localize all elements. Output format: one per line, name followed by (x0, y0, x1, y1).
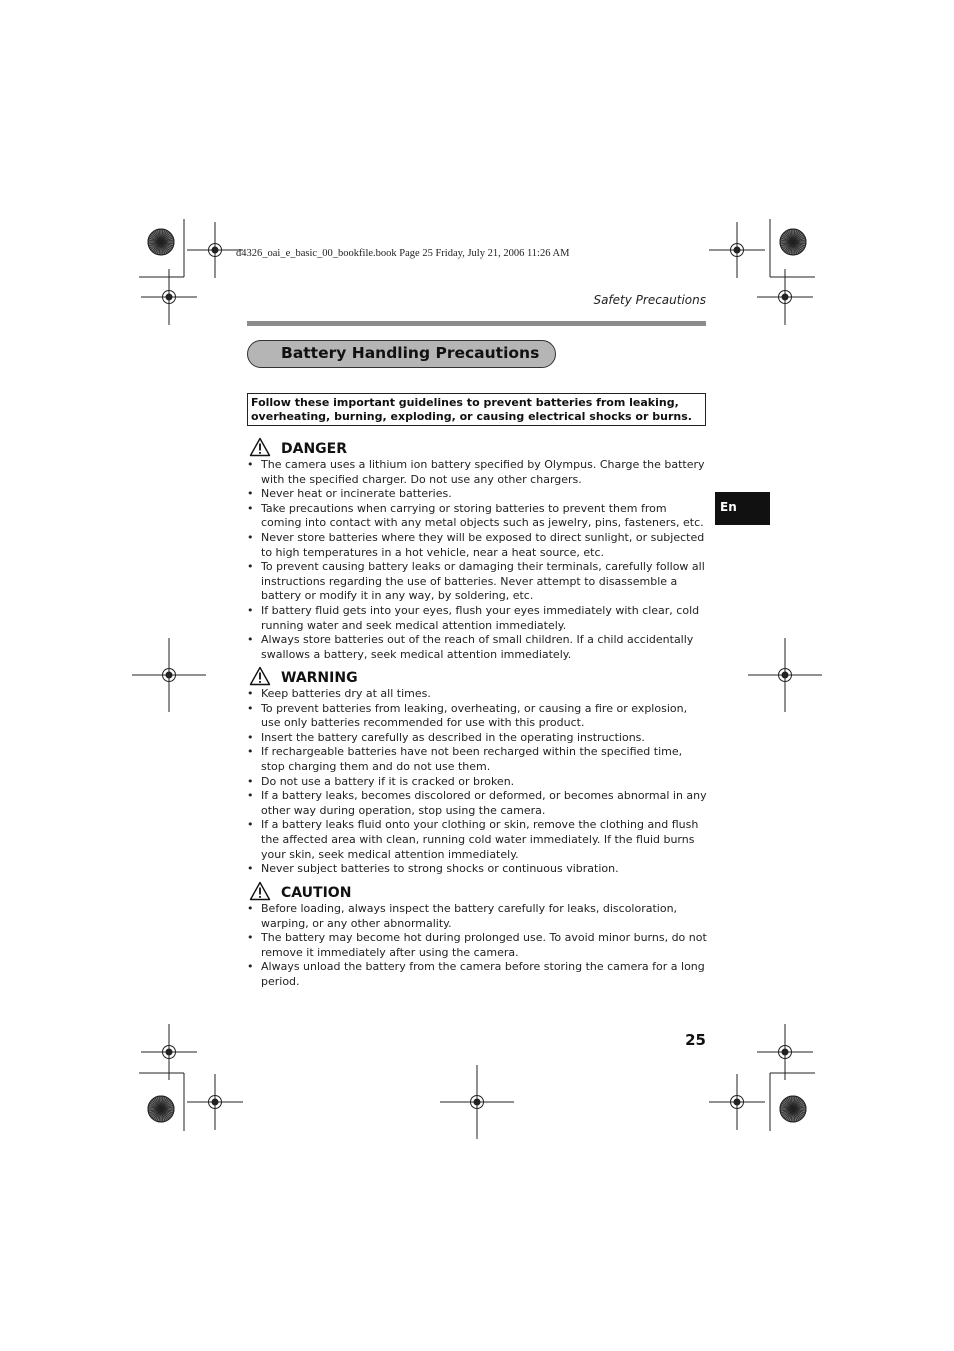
warning-triangle-icon (249, 666, 271, 686)
danger-list (247, 458, 707, 662)
page-number: 25 (685, 1031, 706, 1049)
intro-box: Follow these important guidelines to prevent batteries from leaking, overheating, burning, exploding, or causing electrical shocks or burns. (247, 393, 706, 426)
list-item: • Do not use a battery if it is cracked or broken. (247, 775, 707, 790)
list-item: • Never store batteries where they will be exposed to direct sunlight, or subjected to high temperatures in a hot vehicle, near a heat source, etc. (247, 531, 707, 560)
list-item: • If a battery leaks, becomes discolored or deformed, or becomes abnormal in any other way during operation, stop using the camera. (247, 789, 707, 818)
print-header: d4326_oai_e_basic_00_bookfile.book Page 25 Friday, July 21, 2006 11:26 AM (236, 248, 570, 259)
list-item: • To prevent causing battery leaks or damaging their terminals, carefully follow all instructions regarding the use of batteries. Never attempt to disassemble a battery or modify it in any way, by soldering, etc. (247, 560, 707, 604)
list-item: • Never subject batteries to strong shocks or continuous vibration. (247, 862, 707, 877)
running-head: Safety Precautions (593, 293, 706, 307)
warning-triangle-icon (249, 881, 271, 901)
list-item: • If battery fluid gets into your eyes, flush your eyes immediately with clear, cold running water and seek medical attention immediately. (247, 604, 707, 633)
list-item: • The battery may become hot during prolonged use. To avoid minor burns, do not remove it immediately after using the camera. (247, 931, 707, 960)
warning-label: WARNING (281, 670, 358, 686)
list-item: • Insert the battery carefully as described in the operating instructions. (247, 731, 707, 746)
list-item: • Keep batteries dry at all times. (247, 687, 707, 702)
list-item: • Always unload the battery from the camera before storing the camera for a long period. (247, 960, 707, 989)
top-rule (247, 321, 706, 326)
caution-label: CAUTION (281, 885, 352, 901)
list-item: • Before loading, always inspect the battery carefully for leaks, discoloration, warping, or any other abnormality. (247, 902, 707, 931)
title-banner (247, 340, 556, 368)
list-item: • Take precautions when carrying or storing batteries to prevent them from coming into contact with any metal objects such as jewelry, pins, fasteners, etc. (247, 502, 707, 531)
list-item: • The camera uses a lithium ion battery specified by Olympus. Charge the battery with the specified charger. Do not use any other chargers. (247, 458, 707, 487)
warning-list (247, 687, 707, 877)
list-item: • To prevent batteries from leaking, overheating, or causing a fire or explosion, use only batteries recommended for use with this product. (247, 702, 707, 731)
language-tab: En (715, 492, 770, 525)
list-item: • Never heat or incinerate batteries. (247, 487, 707, 502)
list-item: • If a battery leaks fluid onto your clothing or skin, remove the clothing and flush the affected area with clean, running cold water immediately. If the fluid burns your skin, seek medical attention immediately. (247, 818, 707, 862)
list-item: • If rechargeable batteries have not been recharged within the specified time, stop charging them and do not use them. (247, 745, 707, 774)
warning-triangle-icon (249, 437, 271, 457)
danger-label: DANGER (281, 441, 348, 457)
list-item: • Always store batteries out of the reach of small children. If a child accidentally swallows a battery, seek medical attention immediately. (247, 633, 707, 662)
caution-list (247, 902, 707, 990)
page-title: Battery Handling Precautions (281, 344, 540, 362)
